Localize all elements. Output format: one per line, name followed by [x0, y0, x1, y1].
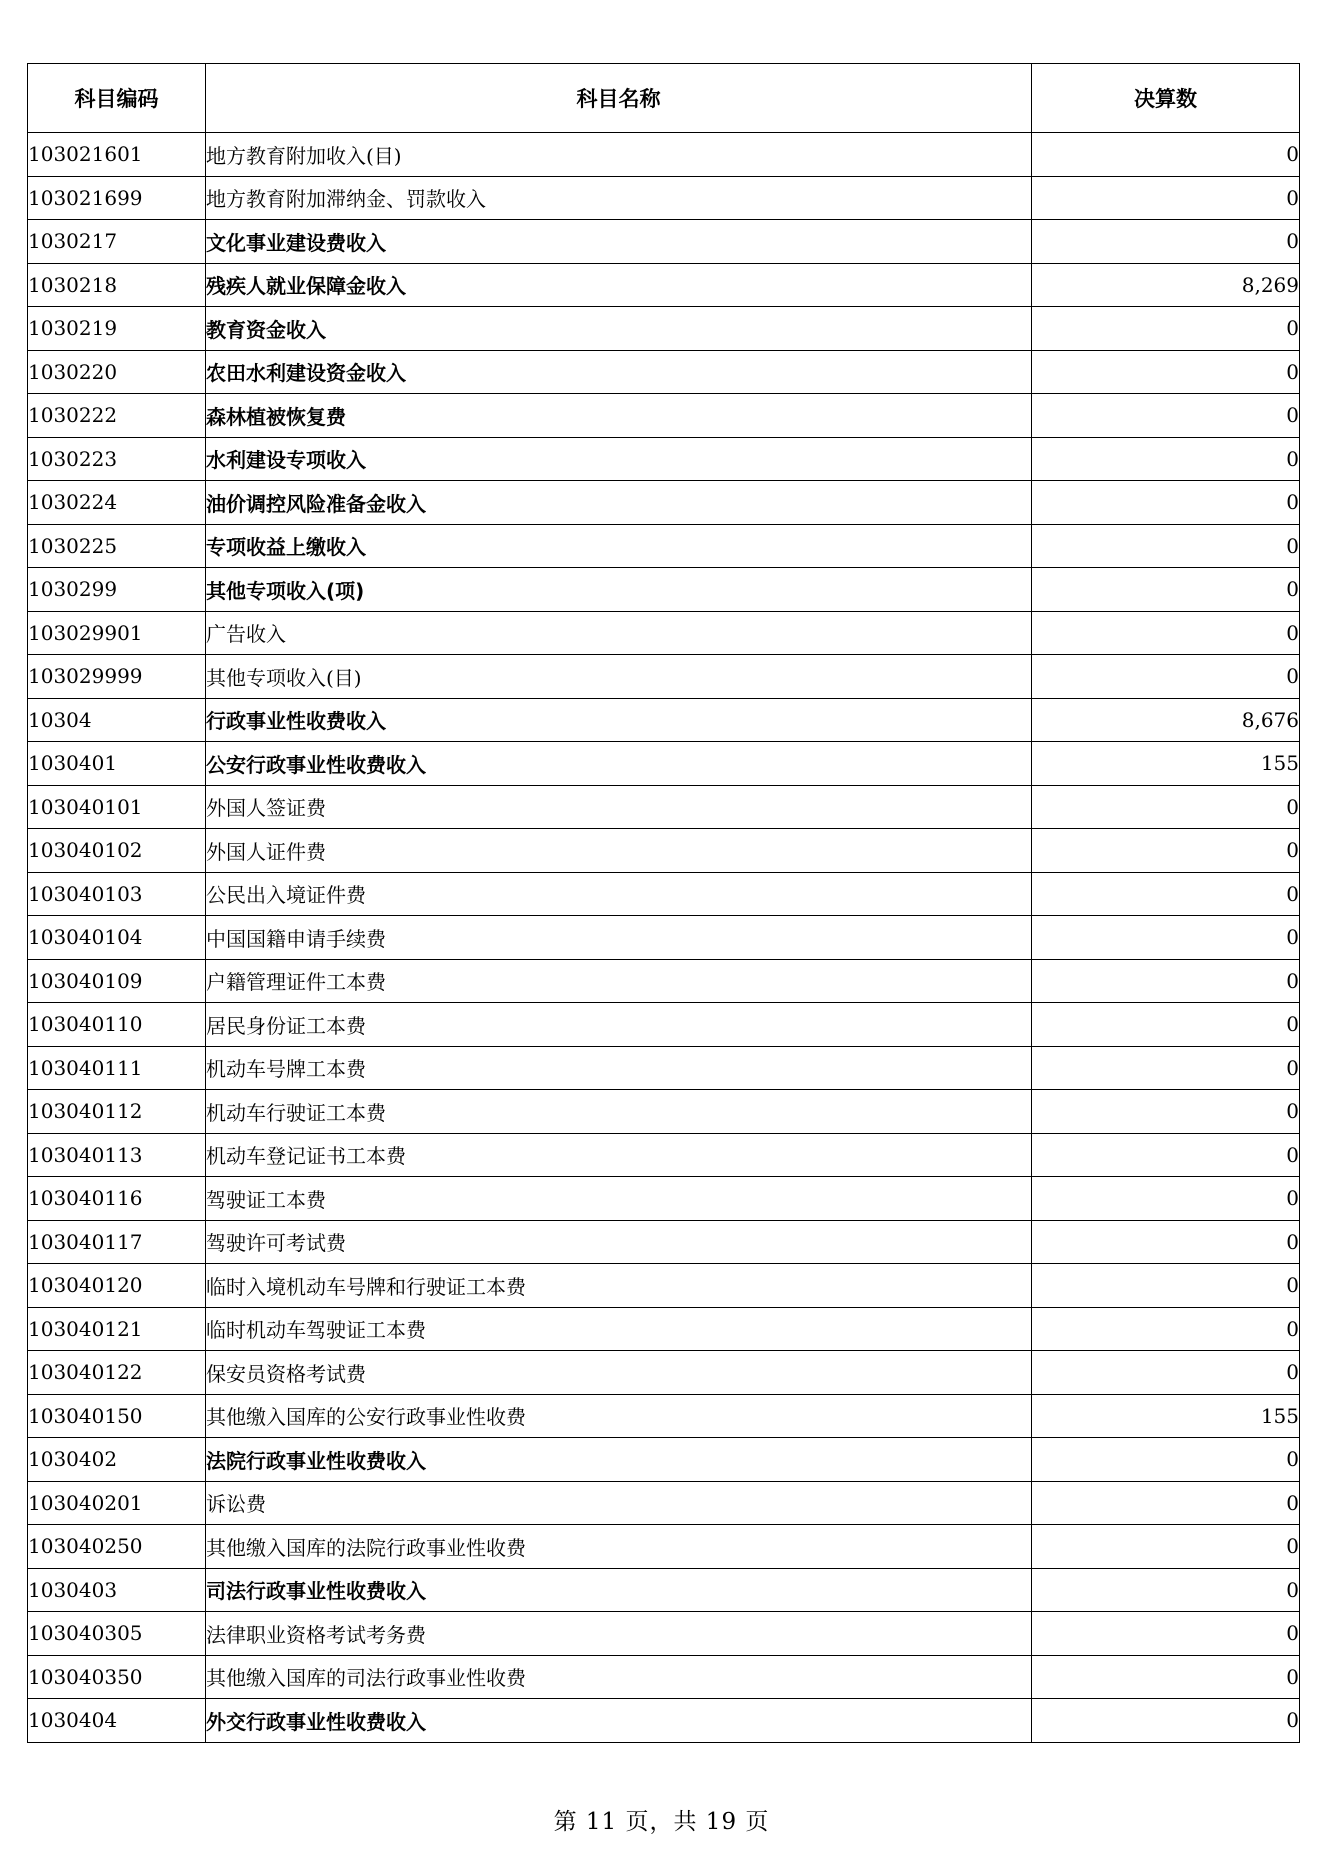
table-row — [28, 611, 1300, 655]
row-code: 1030299 — [28, 568, 206, 612]
table-row — [28, 437, 1300, 481]
table-row — [28, 1612, 1300, 1656]
row-amount: 0 — [1032, 176, 1300, 220]
table-row — [28, 1481, 1300, 1525]
row-code: 103040305 — [28, 1612, 206, 1656]
table-row — [28, 1525, 1300, 1569]
row-name: 临时入境机动车号牌和行驶证工本费 — [206, 1264, 1032, 1308]
header-name: 科目名称 — [206, 64, 1032, 133]
table-row — [28, 959, 1300, 1003]
row-code: 1030225 — [28, 524, 206, 568]
table-row — [28, 1090, 1300, 1134]
row-amount: 0 — [1032, 655, 1300, 699]
row-amount: 0 — [1032, 1351, 1300, 1395]
table-row — [28, 133, 1300, 177]
row-code: 1030217 — [28, 220, 206, 264]
row-code: 103040104 — [28, 916, 206, 960]
row-code: 1030404 — [28, 1699, 206, 1743]
row-code: 103040101 — [28, 785, 206, 829]
row-code: 103040150 — [28, 1394, 206, 1438]
row-name: 其他专项收入(项) — [206, 568, 1032, 612]
row-name: 户籍管理证件工本费 — [206, 959, 1032, 1003]
row-code: 1030222 — [28, 394, 206, 438]
row-name: 油价调控风险准备金收入 — [206, 481, 1032, 525]
row-code: 1030223 — [28, 437, 206, 481]
table-row — [28, 1264, 1300, 1308]
table-row — [28, 785, 1300, 829]
row-amount: 8,676 — [1032, 698, 1300, 742]
budget-table — [27, 63, 1300, 1743]
row-code: 1030403 — [28, 1568, 206, 1612]
table-row — [28, 1568, 1300, 1612]
row-amount: 0 — [1032, 1655, 1300, 1699]
row-amount: 0 — [1032, 829, 1300, 873]
row-amount: 0 — [1032, 568, 1300, 612]
row-amount: 0 — [1032, 1699, 1300, 1743]
row-amount: 0 — [1032, 1046, 1300, 1090]
row-name: 森林植被恢复费 — [206, 394, 1032, 438]
header-code: 科目编码 — [28, 64, 206, 133]
row-amount: 0 — [1032, 1220, 1300, 1264]
table-row — [28, 1220, 1300, 1264]
row-code: 103040250 — [28, 1525, 206, 1569]
table-row — [28, 568, 1300, 612]
row-code: 103040113 — [28, 1133, 206, 1177]
row-name: 外国人签证费 — [206, 785, 1032, 829]
table-row — [28, 742, 1300, 786]
row-amount: 8,269 — [1032, 263, 1300, 307]
row-code: 103040120 — [28, 1264, 206, 1308]
row-code: 103021699 — [28, 176, 206, 220]
table-row — [28, 220, 1300, 264]
row-code: 103029999 — [28, 655, 206, 699]
row-name: 驾驶许可考试费 — [206, 1220, 1032, 1264]
row-code: 1030401 — [28, 742, 206, 786]
row-amount: 0 — [1032, 481, 1300, 525]
row-name: 机动车登记证书工本费 — [206, 1133, 1032, 1177]
table-row — [28, 524, 1300, 568]
row-code: 103040110 — [28, 1003, 206, 1047]
row-name: 其他缴入国库的公安行政事业性收费 — [206, 1394, 1032, 1438]
row-amount: 155 — [1032, 742, 1300, 786]
table-row — [28, 481, 1300, 525]
row-code: 1030224 — [28, 481, 206, 525]
row-code: 103040103 — [28, 872, 206, 916]
header-amount: 决算数 — [1032, 64, 1300, 133]
row-code: 103040350 — [28, 1655, 206, 1699]
row-amount: 0 — [1032, 394, 1300, 438]
row-amount: 0 — [1032, 785, 1300, 829]
row-amount: 0 — [1032, 916, 1300, 960]
row-amount: 0 — [1032, 1264, 1300, 1308]
row-amount: 0 — [1032, 437, 1300, 481]
row-name: 中国国籍申请手续费 — [206, 916, 1032, 960]
row-name: 外交行政事业性收费收入 — [206, 1699, 1032, 1743]
row-amount: 0 — [1032, 1481, 1300, 1525]
row-code: 103021601 — [28, 133, 206, 177]
row-amount: 0 — [1032, 350, 1300, 394]
row-amount: 0 — [1032, 133, 1300, 177]
table-row — [28, 394, 1300, 438]
row-amount: 0 — [1032, 1177, 1300, 1221]
header-row — [28, 64, 1300, 133]
row-amount: 0 — [1032, 1525, 1300, 1569]
row-name: 机动车号牌工本费 — [206, 1046, 1032, 1090]
table-row — [28, 176, 1300, 220]
row-code: 103040109 — [28, 959, 206, 1003]
table-row — [28, 1177, 1300, 1221]
row-amount: 155 — [1032, 1394, 1300, 1438]
table-row — [28, 350, 1300, 394]
row-code: 103040116 — [28, 1177, 206, 1221]
row-code: 103040112 — [28, 1090, 206, 1134]
row-amount: 0 — [1032, 1003, 1300, 1047]
row-amount: 0 — [1032, 1612, 1300, 1656]
table-row — [28, 1394, 1300, 1438]
row-name: 公民出入境证件费 — [206, 872, 1032, 916]
table-row — [28, 1351, 1300, 1395]
table-row — [28, 872, 1300, 916]
table-row — [28, 655, 1300, 699]
row-name: 地方教育附加收入(目) — [206, 133, 1032, 177]
row-code: 103040102 — [28, 829, 206, 873]
row-amount: 0 — [1032, 1133, 1300, 1177]
row-name: 其他缴入国库的司法行政事业性收费 — [206, 1655, 1032, 1699]
row-code: 1030402 — [28, 1438, 206, 1482]
row-name: 法院行政事业性收费收入 — [206, 1438, 1032, 1482]
row-name: 公安行政事业性收费收入 — [206, 742, 1032, 786]
table-row — [28, 1699, 1300, 1743]
table-body — [28, 133, 1300, 1743]
row-name: 其他专项收入(目) — [206, 655, 1032, 699]
table-row — [28, 263, 1300, 307]
table-row — [28, 698, 1300, 742]
row-name: 外国人证件费 — [206, 829, 1032, 873]
row-code: 103040117 — [28, 1220, 206, 1264]
row-name: 专项收益上缴收入 — [206, 524, 1032, 568]
row-name: 行政事业性收费收入 — [206, 698, 1032, 742]
row-name: 广告收入 — [206, 611, 1032, 655]
row-name: 水利建设专项收入 — [206, 437, 1032, 481]
row-name: 司法行政事业性收费收入 — [206, 1568, 1032, 1612]
row-amount: 0 — [1032, 307, 1300, 351]
row-code: 103040111 — [28, 1046, 206, 1090]
row-code: 10304 — [28, 698, 206, 742]
table-row — [28, 1655, 1300, 1699]
row-amount: 0 — [1032, 1438, 1300, 1482]
table-row — [28, 1307, 1300, 1351]
row-name: 居民身份证工本费 — [206, 1003, 1032, 1047]
table-row — [28, 829, 1300, 873]
row-name: 其他缴入国库的法院行政事业性收费 — [206, 1525, 1032, 1569]
page-number: 第 11 页，共 19 页 — [553, 1809, 770, 1835]
table-row — [28, 307, 1300, 351]
table-row — [28, 1003, 1300, 1047]
row-name: 残疾人就业保障金收入 — [206, 263, 1032, 307]
row-name: 地方教育附加滞纳金、罚款收入 — [206, 176, 1032, 220]
table-row — [28, 1133, 1300, 1177]
row-name: 保安员资格考试费 — [206, 1351, 1032, 1395]
row-code: 1030220 — [28, 350, 206, 394]
table-row — [28, 1046, 1300, 1090]
table-row — [28, 916, 1300, 960]
row-name: 诉讼费 — [206, 1481, 1032, 1525]
row-name: 文化事业建设费收入 — [206, 220, 1032, 264]
row-code: 1030218 — [28, 263, 206, 307]
row-code: 103040122 — [28, 1351, 206, 1395]
row-amount: 0 — [1032, 1090, 1300, 1134]
row-amount: 0 — [1032, 872, 1300, 916]
row-code: 103040201 — [28, 1481, 206, 1525]
row-name: 机动车行驶证工本费 — [206, 1090, 1032, 1134]
row-amount: 0 — [1032, 959, 1300, 1003]
table-row — [28, 1438, 1300, 1482]
row-amount: 0 — [1032, 611, 1300, 655]
row-name: 临时机动车驾驶证工本费 — [206, 1307, 1032, 1351]
row-code: 103029901 — [28, 611, 206, 655]
row-amount: 0 — [1032, 1307, 1300, 1351]
row-amount: 0 — [1032, 524, 1300, 568]
row-name: 法律职业资格考试考务费 — [206, 1612, 1032, 1656]
row-name: 农田水利建设资金收入 — [206, 350, 1032, 394]
row-amount: 0 — [1032, 1568, 1300, 1612]
row-name: 教育资金收入 — [206, 307, 1032, 351]
row-name: 驾驶证工本费 — [206, 1177, 1032, 1221]
row-amount: 0 — [1032, 220, 1300, 264]
row-code: 103040121 — [28, 1307, 206, 1351]
row-code: 1030219 — [28, 307, 206, 351]
